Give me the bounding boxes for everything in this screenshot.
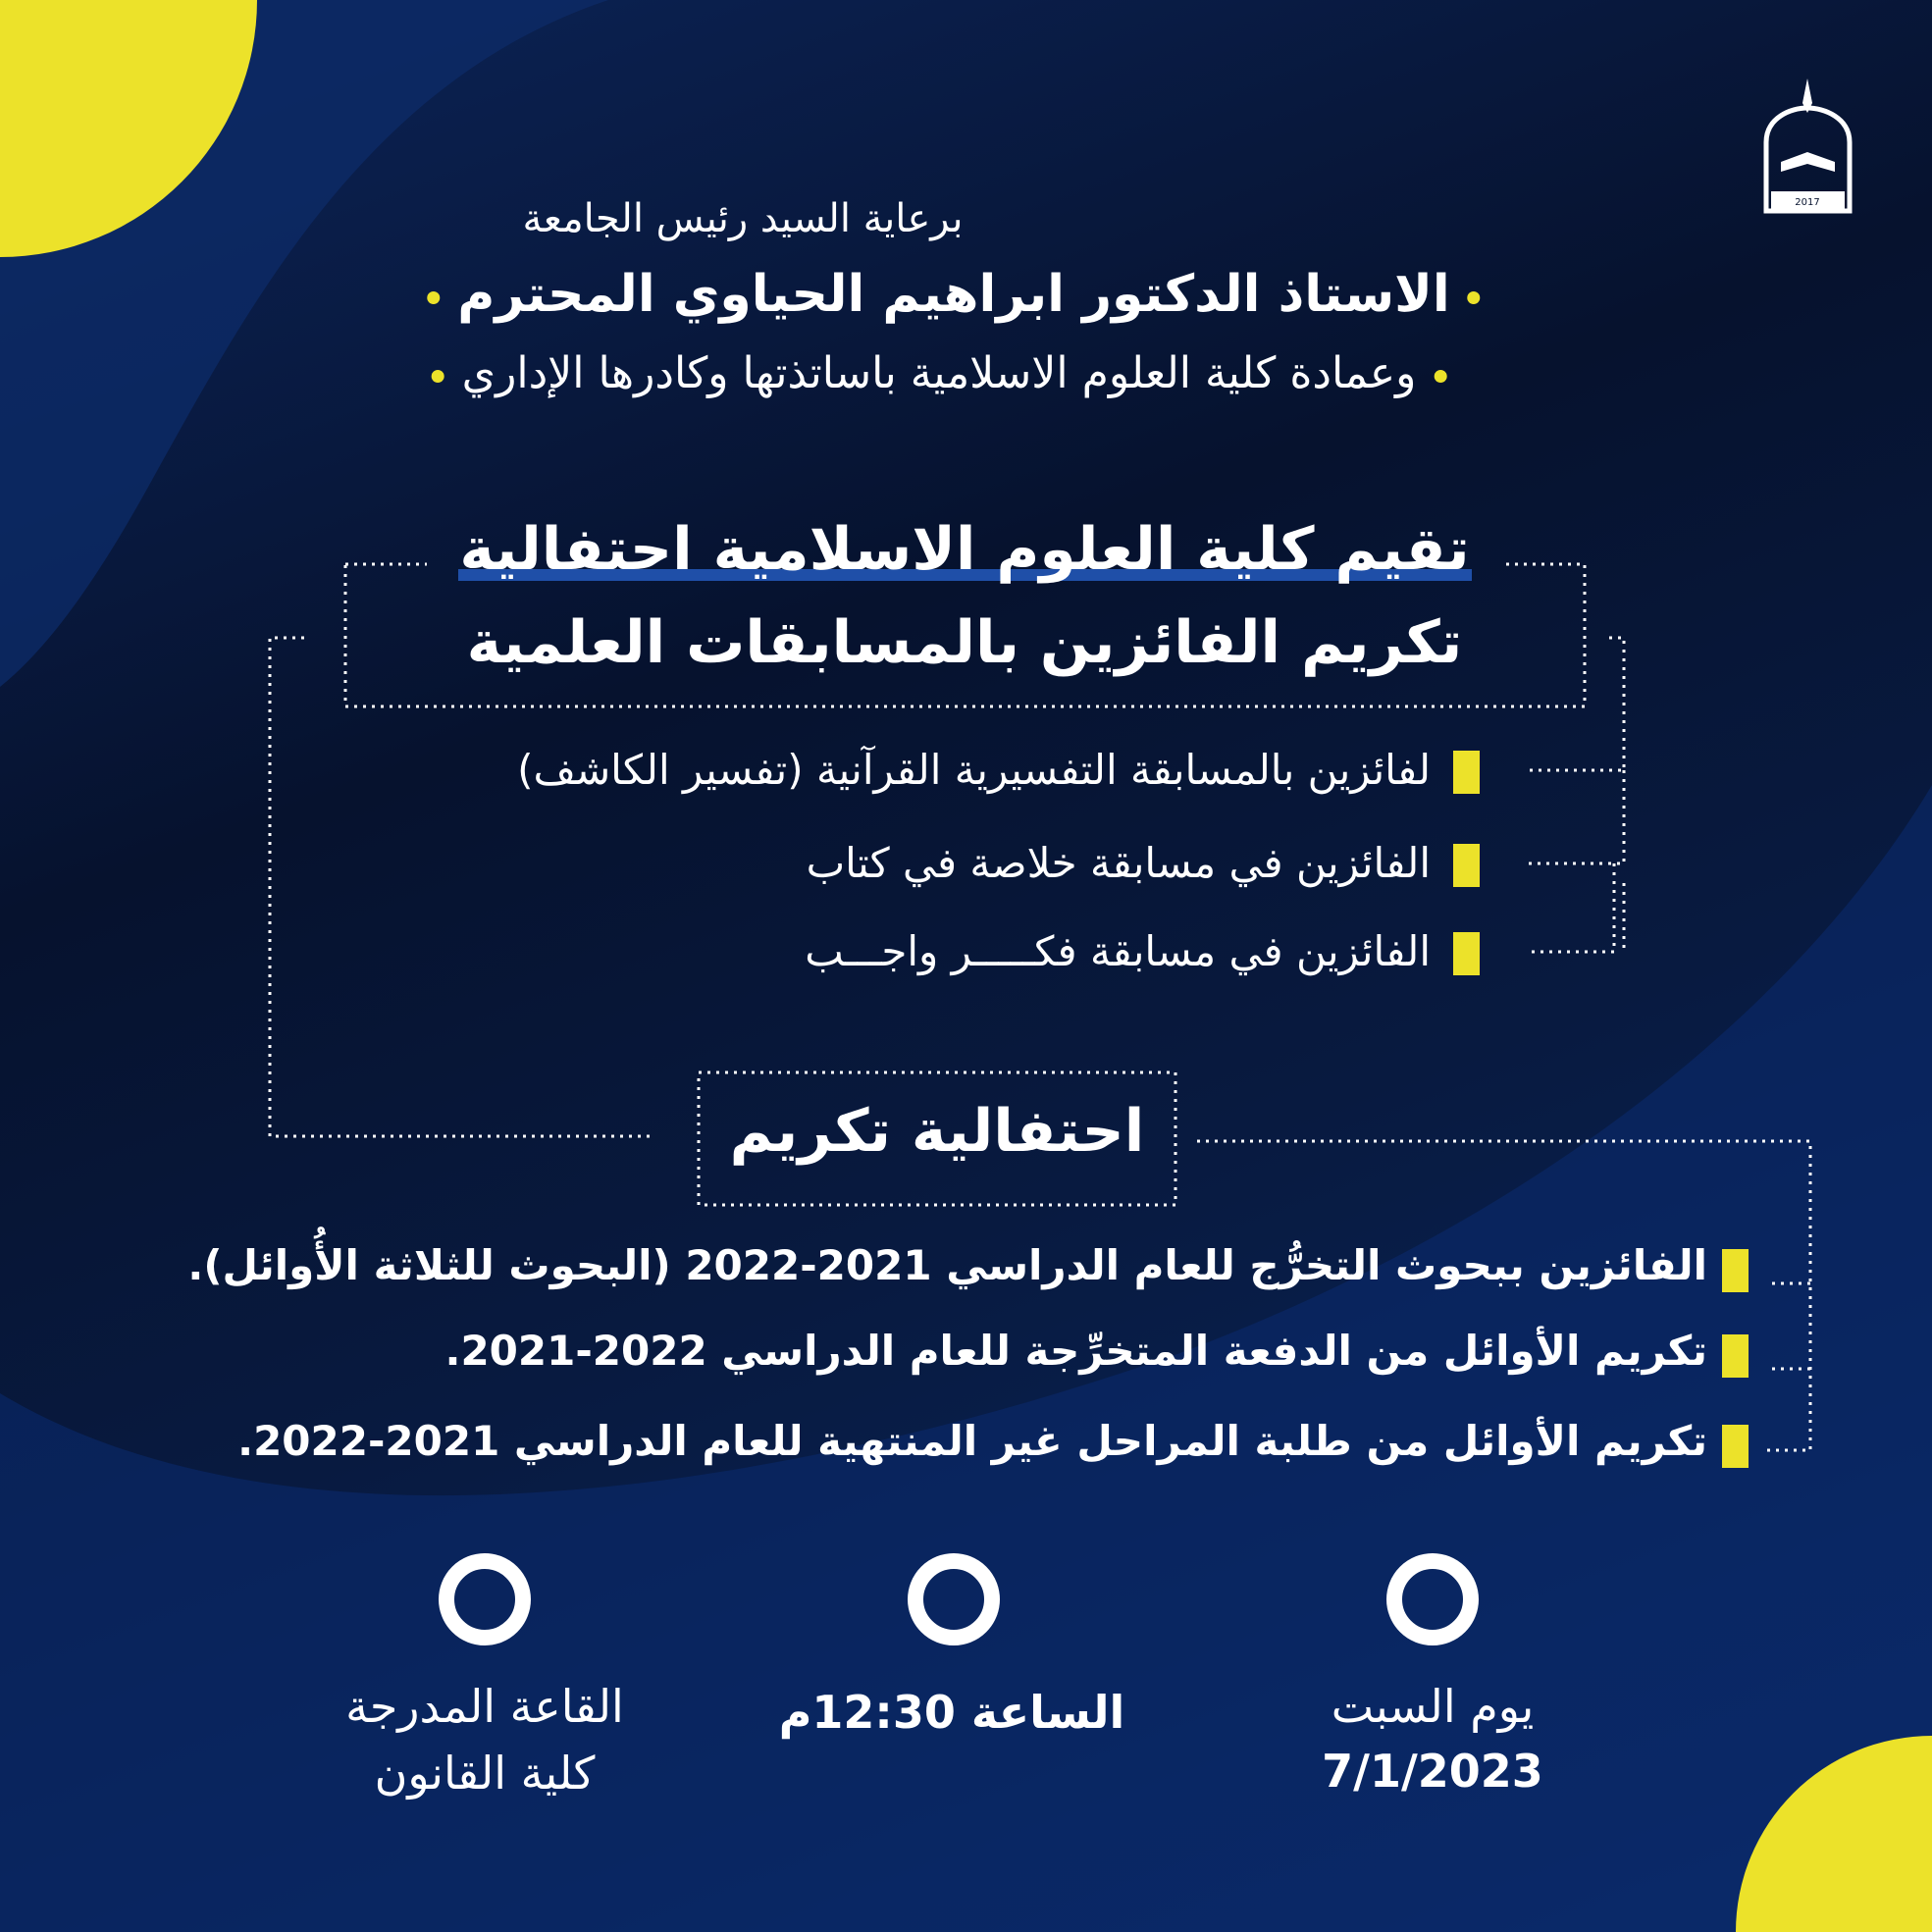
time-circle-icon <box>908 1553 1000 1645</box>
section2-title: احتفالية تكريم <box>729 1097 1145 1166</box>
title-line2: تكريم الفائزين بالمسابقات العلمية <box>466 608 1463 677</box>
patronage-line2: الاستاذ الدكتور ابراهيم الحياوي المحترم <box>409 265 1497 324</box>
bullet-dot <box>1434 370 1446 383</box>
bullet-dot <box>1468 291 1481 304</box>
day-circle-icon <box>1386 1553 1479 1645</box>
patronage-line1: برعاية السيد رئيس الجامعة <box>522 196 964 241</box>
event-college: كلية القانون <box>374 1747 596 1800</box>
university-logo <box>1761 74 1854 221</box>
bullet-square <box>1453 844 1480 887</box>
honor-item: تكريم الأوائل من طلبة المراحل غير المنتهية للعام الدراسي 2021-2022. <box>237 1417 1707 1465</box>
event-date: 7/1/2023 <box>1322 1745 1543 1798</box>
bullet-square <box>1453 751 1480 794</box>
event-hall: القاعة المدرجة <box>345 1680 624 1733</box>
honor-item: الفائزين ببحوث التخرُّج للعام الدراسي 2021-2022 (البحوث للثلاثة الأُوائل). <box>187 1241 1707 1289</box>
location-circle-icon <box>439 1553 531 1645</box>
competition-item: الفائزين في مسابقة خلاصة في كتاب <box>806 839 1431 887</box>
svg-text:2017: 2017 <box>1795 197 1820 208</box>
event-day: يوم السبت <box>1331 1680 1535 1733</box>
bullet-square <box>1722 1334 1749 1378</box>
competition-item: لفائزين بالمسابقة التفسيرية القرآنية (تفسير الكاشف) <box>517 746 1431 794</box>
competition-item: الفائزين في مسابقة فكـــــر واجـــب <box>805 927 1431 975</box>
bullet-dot <box>432 370 444 383</box>
bullet-square <box>1722 1425 1749 1468</box>
bullet-square <box>1453 932 1480 975</box>
event-time: الساعة 12:30م <box>778 1686 1125 1739</box>
bullet-dot <box>427 291 440 304</box>
title-line1: تقيم كلية العلوم الاسلامية احتفالية <box>459 515 1470 584</box>
patronage-line3: وعمادة كلية العلوم الاسلامية باساتذتها وكادرها الإداري <box>414 348 1465 398</box>
honor-item: تكريم الأوائل من الدفعة المتخرِّجة للعام الدراسي 2022-2021. <box>444 1327 1707 1375</box>
bullet-square <box>1722 1249 1749 1292</box>
